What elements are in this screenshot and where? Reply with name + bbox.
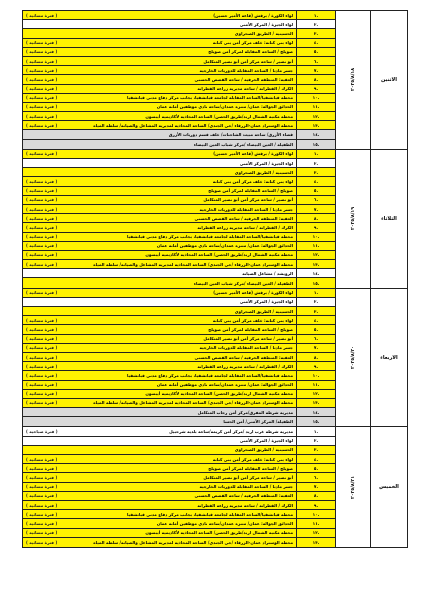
table-row (23, 362, 296, 371)
table-row (23, 492, 296, 501)
period-tag: ( فترة مسائية ) (26, 484, 58, 490)
location-text: لواء بني كنانة: خلف مركز أمن بني كنانة (212, 317, 293, 323)
row-number: ١. (297, 289, 335, 298)
period-tag: ( فترة مسائية ) (26, 95, 58, 101)
row-number: ٢. (297, 437, 335, 446)
row-number: ١٥. (297, 278, 335, 287)
location-text: محطة الوستراد عمان-الزرقاء /حي الجندي/ الساحة المحاذية لمديرية المشاغل والصيانة/ سلطة المياه (93, 539, 293, 545)
period-tag: ( فترة مسائية ) (26, 363, 58, 369)
table-row (23, 57, 296, 66)
table-row (23, 519, 296, 528)
row-number: ٦. (297, 57, 335, 66)
period-tag: ( فترة مسائية ) (26, 206, 58, 212)
location-text: محطة الوستراد عمان-الزرقاء /حي الجندي/ الساحة المحاذية لمديرية المشاغل والصيانة/ سلطة المياه (93, 122, 293, 128)
table-row (23, 196, 296, 205)
row-number-column (296, 150, 335, 288)
location-text: محطة الوستراد عمان-الزرقاء /حي الجندي/ الساحة المحاذية لمديرية المشاغل والصيانة/ سلطة المياه (93, 261, 293, 267)
table-row (23, 408, 296, 417)
table-row (23, 298, 296, 307)
table-row (23, 437, 296, 446)
row-number: ١٥. (297, 140, 335, 149)
period-tag: ( فترة مسائية ) (26, 372, 58, 378)
period-tag: ( فترة مسائية ) (26, 493, 58, 499)
table-row (23, 353, 296, 362)
row-number: ٧. (297, 344, 335, 353)
period-tag: ( فترة مسائية ) (26, 104, 58, 110)
period-tag: ( فترة مسائية ) (26, 215, 58, 221)
period-tag: ( فترة مسائية ) (26, 326, 58, 332)
location-text: الحسينية / الطريق الصحراوي (234, 169, 293, 175)
day-date-cell (335, 289, 370, 427)
table-row (23, 223, 296, 232)
table-row (23, 39, 296, 48)
table-row (23, 187, 296, 196)
location-text: لواء الجيزة / المركز الأمني (239, 299, 293, 305)
day-date: ٢٠٢٥/٨/١٩ (350, 207, 356, 231)
period-tag: ( فترة مسائية ) (26, 122, 58, 128)
row-number: ١١. (297, 103, 335, 112)
location-column (23, 11, 296, 149)
location-text: الرويشد / مشاغل الصيانة (242, 270, 293, 276)
period-tag: ( فترة مسائية ) (26, 40, 58, 46)
row-number: ١٠. (297, 371, 335, 380)
row-number: ١١. (297, 242, 335, 251)
table-row (23, 316, 296, 325)
row-number: ١. (297, 11, 335, 20)
table-row (23, 29, 296, 38)
period-tag: ( فترة مسائية ) (26, 243, 58, 249)
row-number: ١٢. (297, 112, 335, 121)
table-row (23, 335, 296, 344)
period-tag: ( فترة مسائية ) (26, 317, 58, 323)
location-text: قضاء الأزرق/ ساحة مبيت الشاحنات/ خلف قسم دوريات الأزرق (168, 132, 293, 138)
location-text: جسر مادبا / الساحة المقابلة للدوريات الخارجية (199, 345, 293, 351)
day-block (22, 288, 408, 427)
period-tag: ( فترة مسائية ) (26, 382, 58, 388)
table-row (23, 473, 296, 482)
location-text: محطة قباتشقيا/الساحة المقابلة لجامعة قباتشقيا، بجانب مركز دفاع مدني قباتشقيا (127, 372, 293, 378)
period-tag: ( فترة مسائية ) (26, 197, 58, 203)
location-text: أبو نصير / ساحة مركز أمن أبو نصير المتكامل (203, 474, 293, 480)
table-row (23, 371, 296, 380)
period-tag: ( فترة مسائية ) (26, 391, 58, 397)
period-tag: ( فترة مسائية ) (26, 520, 58, 526)
location-text: صويلح / الساحة المقابلة لمركز أمن صويلح (208, 326, 293, 332)
location-text: الكرك / القطرانة / ساحة مديرية زراعة القطرانة (197, 363, 293, 369)
location-text: محطة مكتبة الشمال اربد/طريق الحصن/ الساحة المحاذية لأكاديمية أيبسون (145, 391, 293, 397)
location-text: الحسينية / الطريق الصحراوي (234, 447, 293, 453)
location-text: العقبة: المنطقة الحرفية / ساحة القصص الحسني (194, 493, 293, 499)
row-number: ١. (297, 150, 335, 159)
table-row (23, 455, 296, 464)
period-tag: ( فترة مسائية ) (26, 336, 58, 342)
location-text: لواء الكورة / برقش (قاعة الأمير حسين) (213, 12, 293, 18)
row-number: ٦. (297, 473, 335, 482)
period-tag: ( فترة مسائية ) (26, 530, 58, 536)
location-text: الحسينية / الطريق الصحراوي (234, 30, 293, 36)
row-number: ٥. (297, 48, 335, 57)
period-tag: ( فترة مسائية ) (26, 354, 58, 360)
table-row (23, 48, 296, 57)
table-row (23, 242, 296, 251)
location-text: محطة قباتشقيا/الساحة المقابلة لجامعة قباتشقيا، بجانب مركز دفاع مدني قباتشقيا (127, 234, 293, 240)
table-row (23, 121, 296, 130)
row-number: ٦. (297, 335, 335, 344)
row-number: ٨. (297, 353, 335, 362)
day-block (22, 10, 408, 149)
table-row (23, 538, 296, 547)
row-number: ١٢. (297, 251, 335, 260)
table-row (23, 94, 296, 103)
table-row (23, 150, 296, 159)
row-number: ١٠. (297, 510, 335, 519)
period-tag: ( فترة مسائية ) (26, 86, 58, 92)
location-text: محطة الوستراد عمان-الزرقاء /حي الجندي/ الساحة المحاذية لمديرية المشاغل والصيانة/ سلطة المياه (93, 400, 293, 406)
location-column (23, 427, 296, 546)
day-date: ٢٠٢٥/٨/٢١ (350, 475, 356, 499)
row-number: ٢. (297, 20, 335, 29)
row-number: ٣. (297, 307, 335, 316)
location-text: العقبة: المنطقة الحرفية / ساحة القصص الحسني (194, 215, 293, 221)
row-number: ٧. (297, 66, 335, 75)
table-row (23, 399, 296, 408)
location-text: جسر مادبا / الساحة المقابلة للدوريات الخارجية (199, 206, 293, 212)
row-number: ٣. (297, 29, 335, 38)
row-number: ٤. (297, 455, 335, 464)
row-number: ٥. (297, 325, 335, 334)
period-tag: ( فترة مسائية ) (26, 261, 58, 267)
table-row (23, 11, 296, 20)
row-number: ١. (297, 427, 335, 436)
location-text: مديرية شرطة المفرق/مركز أمن رحاب المتكامل (197, 409, 293, 415)
table-row (23, 417, 296, 426)
row-number: ١٣. (297, 538, 335, 547)
period-tag: ( فترة مسائية ) (26, 400, 58, 406)
location-text: لواء الكورة / برقش (قاعة الأمير حسين) (213, 290, 293, 296)
location-text: محطة مكتبة الشمال اربد/طريق الحصن/ الساحة المحاذية لأكاديمية أيبسون (145, 113, 293, 119)
row-number: ١٤. (297, 269, 335, 278)
row-number: ٢. (297, 159, 335, 168)
row-number: ١١. (297, 381, 335, 390)
location-text: الطفيلة/ المركز الأمني/ أمن الحسا (223, 419, 293, 425)
location-text: صويلح / الساحة المقابلة لمركز أمن صويلح (208, 465, 293, 471)
row-number: ٨. (297, 492, 335, 501)
day-date-cell (335, 150, 370, 288)
day-name: الاربعاء (370, 289, 407, 427)
period-tag: ( فترة مسائية ) (26, 188, 58, 194)
row-number: ٣. (297, 168, 335, 177)
table-row (23, 130, 296, 139)
period-tag: ( فترة صباحية ) (26, 429, 58, 435)
table-row (23, 205, 296, 214)
location-text: لواء بني كنانة: خلف مركز أمن بني كنانة (212, 178, 293, 184)
day-block (22, 149, 408, 288)
table-row (23, 510, 296, 519)
location-text: الحسينية / الطريق الصحراوي (234, 308, 293, 314)
table-row (23, 269, 296, 278)
location-text: صويلح / الساحة المقابلة لمركز أمن صويلح (208, 188, 293, 194)
period-tag: ( فترة مسائية ) (26, 290, 58, 296)
row-number-column (296, 427, 335, 546)
table-row (23, 177, 296, 186)
table-row (23, 529, 296, 538)
table-row (23, 390, 296, 399)
row-number: ١٠. (297, 233, 335, 242)
location-text: لواء الجيزة / المركز الأمني (239, 438, 293, 444)
location-column (23, 289, 296, 427)
table-row (23, 140, 296, 149)
location-text: الحدائق الجوالة: عمان/ متنزه عمدان/ساحة نادي موظفين أمانة عمان (156, 382, 293, 388)
table-row (23, 251, 296, 260)
location-text: الحدائق الجوالة: عمان/ متنزه عمدان/ساحة نادي موظفين أمانة عمان (156, 520, 293, 526)
table-row (23, 446, 296, 455)
row-number: ٥. (297, 187, 335, 196)
location-text: أبو نصير / ساحة مركز أمن أبو نصير المتكامل (203, 58, 293, 64)
location-text: الكرك / القطرانة / ساحة مديرية زراعة القطرانة (197, 502, 293, 508)
day-name: الاثنين (370, 11, 407, 149)
row-number: ٤. (297, 39, 335, 48)
row-number: ١٣. (297, 399, 335, 408)
location-column (23, 150, 296, 288)
period-tag: ( فترة مسائية ) (26, 345, 58, 351)
table-row (23, 325, 296, 334)
row-number: ٢. (297, 298, 335, 307)
location-text: العقبة: المنطقة الحرفية / ساحة القصص الحسني (194, 354, 293, 360)
location-text: الحدائق الجوالة: عمان/ متنزه عمدان/ساحة نادي موظفين أمانة عمان (156, 243, 293, 249)
row-number: ١٠. (297, 94, 335, 103)
table-row (23, 501, 296, 510)
location-text: محطة قباتشقيا/الساحة المقابلة لجامعة قباتشقيا، بجانب مركز دفاع مدني قباتشقيا (127, 511, 293, 517)
table-row (23, 214, 296, 223)
table-row (23, 307, 296, 316)
row-number: ١١. (297, 519, 335, 528)
table-row (23, 112, 296, 121)
period-tag: ( فترة مسائية ) (26, 113, 58, 119)
location-text: جسر مادبا / الساحة المقابلة للدوريات الخارجية (199, 484, 293, 490)
location-text: الكرك / القطرانة / ساحة مديرية زراعة القطرانة (197, 86, 293, 92)
period-tag: ( فترة مسائية ) (26, 456, 58, 462)
table-row (23, 66, 296, 75)
day-block (22, 426, 408, 547)
location-text: الطفيلة / العين البيضاء /مركز شباب العين البيضاء (193, 141, 293, 147)
day-date: ٢٠٢٥/٨/١٨ (350, 68, 356, 92)
row-number: ٥. (297, 464, 335, 473)
period-tag: ( فترة مسائية ) (26, 49, 58, 55)
location-text: لواء الجيزة / المركز الأمني (239, 160, 293, 166)
day-name: الثلاثاء (370, 150, 407, 288)
table-row (23, 344, 296, 353)
table-row (23, 168, 296, 177)
table-row (23, 260, 296, 269)
row-number: ٩. (297, 85, 335, 94)
period-tag: ( فترة مسائية ) (26, 539, 58, 545)
row-number: ١٢. (297, 390, 335, 399)
row-number: ٦. (297, 196, 335, 205)
period-tag: ( فترة مسائية ) (26, 502, 58, 508)
location-text: محطة مكتبة الشمال اربد/طريق الحصن/ الساحة المحاذية لأكاديمية أيبسون (145, 252, 293, 258)
location-text: جسر مادبا / الساحة المقابلة للدوريات الخارجية (199, 67, 293, 73)
period-tag: ( فترة مسائية ) (26, 511, 58, 517)
period-tag: ( فترة مسائية ) (26, 234, 58, 240)
row-number: ٣. (297, 446, 335, 455)
period-tag: ( فترة مسائية ) (26, 67, 58, 73)
period-tag: ( فترة مسائية ) (26, 12, 58, 18)
table-row (23, 381, 296, 390)
location-text: محطة قباتشقيا/الساحة المقابلة لجامعة قباتشقيا، بجانب مركز دفاع مدني قباتشقيا (127, 95, 293, 101)
location-text: الكرك / القطرانة / ساحة مديرية زراعة القطرانة (197, 224, 293, 230)
day-name: الخميس (370, 427, 407, 546)
location-text: لواء بني كنانة: خلف مركز أمن بني كنانة (212, 40, 293, 46)
table-row (23, 85, 296, 94)
period-tag: ( فترة مسائية ) (26, 151, 58, 157)
row-number: ٤. (297, 177, 335, 186)
row-number-column (296, 11, 335, 149)
schedule-table (22, 10, 408, 548)
location-text: لواء بني كنانة: خلف مركز أمن بني كنانة (212, 456, 293, 462)
row-number: ١٢. (297, 529, 335, 538)
day-date-cell (335, 427, 370, 546)
table-row (23, 464, 296, 473)
row-number: ١٤. (297, 408, 335, 417)
row-number: ٨. (297, 214, 335, 223)
row-number: ٤. (297, 316, 335, 325)
row-number: ١٣. (297, 260, 335, 269)
location-text: الطفيلة / العين البيضاء /مركز شباب العين البيضاء (193, 280, 293, 286)
row-number: ١٤. (297, 130, 335, 139)
row-number-column (296, 289, 335, 427)
period-tag: ( فترة مسائية ) (26, 465, 58, 471)
table-row (23, 427, 296, 436)
row-number: ١٣. (297, 121, 335, 130)
row-number: ٩. (297, 362, 335, 371)
table-row (23, 75, 296, 84)
period-tag: ( فترة مسائية ) (26, 224, 58, 230)
day-date-cell (335, 11, 370, 149)
table-row (23, 159, 296, 168)
row-number: ٨. (297, 75, 335, 84)
location-text: صويلح / الساحة المقابلة لمركز أمن صويلح (208, 49, 293, 55)
period-tag: ( فترة مسائية ) (26, 252, 58, 258)
location-text: أبو نصير / ساحة مركز أمن أبو نصير المتكامل (203, 197, 293, 203)
location-text: لواء الكورة / برقش (قاعة الأمير حسين) (213, 151, 293, 157)
table-row (23, 103, 296, 112)
location-text: أبو نصير / ساحة مركز أمن أبو نصير المتكامل (203, 336, 293, 342)
location-text: مديرية شرطة غرب اربد /مركز أمن كريمة/ساحة بلدية شرحبيل (169, 429, 293, 435)
period-tag: ( فترة مسائية ) (26, 474, 58, 480)
table-row (23, 278, 296, 287)
location-text: محطة مكتبة الشمال اربد/طريق الحصن/ الساحة المحاذية لأكاديمية أيبسون (145, 530, 293, 536)
table-row (23, 20, 296, 29)
period-tag: ( فترة مسائية ) (26, 76, 58, 82)
day-date: ٢٠٢٥/٨/٢٠ (350, 346, 356, 370)
location-text: لواء الجيزة / المركز الأمني (239, 21, 293, 27)
row-number: ٩. (297, 501, 335, 510)
location-text: الحدائق الجوالة: عمان/ متنزه عمدان/ساحة نادي موظفين أمانة عمان (156, 104, 293, 110)
row-number: ٧. (297, 205, 335, 214)
row-number: ٧. (297, 483, 335, 492)
row-number: ٩. (297, 223, 335, 232)
table-row (23, 483, 296, 492)
location-text: العقبة: المنطقة الحرفية / ساحة القصص الحسني (194, 76, 293, 82)
table-row (23, 233, 296, 242)
table-row (23, 289, 296, 298)
period-tag: ( فترة مسائية ) (26, 58, 58, 64)
period-tag: ( فترة مسائية ) (26, 178, 58, 184)
row-number: ١٥. (297, 417, 335, 426)
